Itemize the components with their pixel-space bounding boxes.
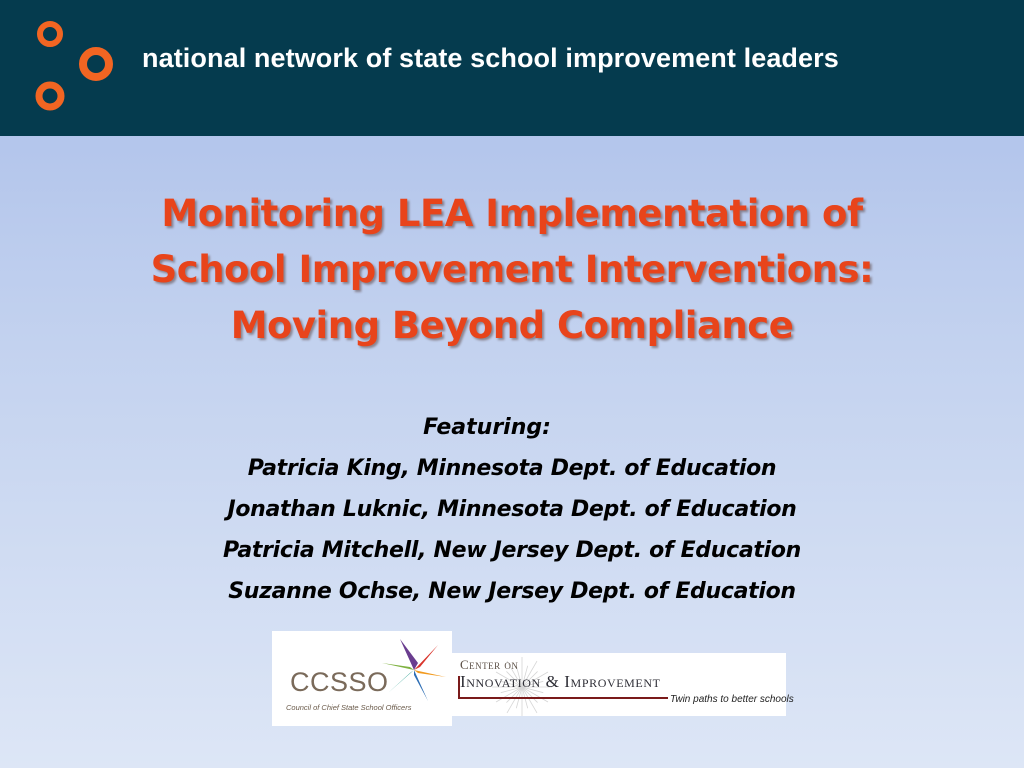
presenter-item: Patricia King, Minnesota Dept. of Education [247, 456, 777, 481]
star-icon [380, 637, 448, 703]
featuring-label: Featuring: [423, 415, 551, 440]
ccsso-subtitle: Council of Chief State School Officers [286, 703, 412, 712]
presenter-item: Jonathan Luknic, Minnesota Dept. of Education [227, 497, 797, 522]
header-banner [0, 0, 1024, 136]
presenter-item: Patricia Mitchell, New Jersey Dept. of Education [222, 538, 802, 563]
cii-name: Innovation & Improvement [460, 672, 661, 691]
cii-underline [458, 697, 668, 699]
title-line: Monitoring LEA Implementation of [161, 192, 863, 235]
cii-logo [452, 653, 794, 716]
presenters-block [100, 408, 924, 612]
cii-center-on: Center on [460, 657, 519, 672]
cii-tagline: Twin paths to better schools [670, 694, 794, 705]
ccsso-logo [272, 631, 452, 726]
organization-name: national network of state school improvement leaders [142, 43, 839, 73]
ccsso-wordmark: CCSSO [290, 667, 389, 697]
presenter-item: Suzanne Ochse, New Jersey Dept. of Education [228, 579, 796, 604]
slide-title [40, 186, 984, 354]
orange-ring-dots-icon [26, 14, 126, 122]
title-line: Moving Beyond Compliance [230, 304, 794, 347]
title-line: School Improvement Interventions: [150, 248, 874, 291]
